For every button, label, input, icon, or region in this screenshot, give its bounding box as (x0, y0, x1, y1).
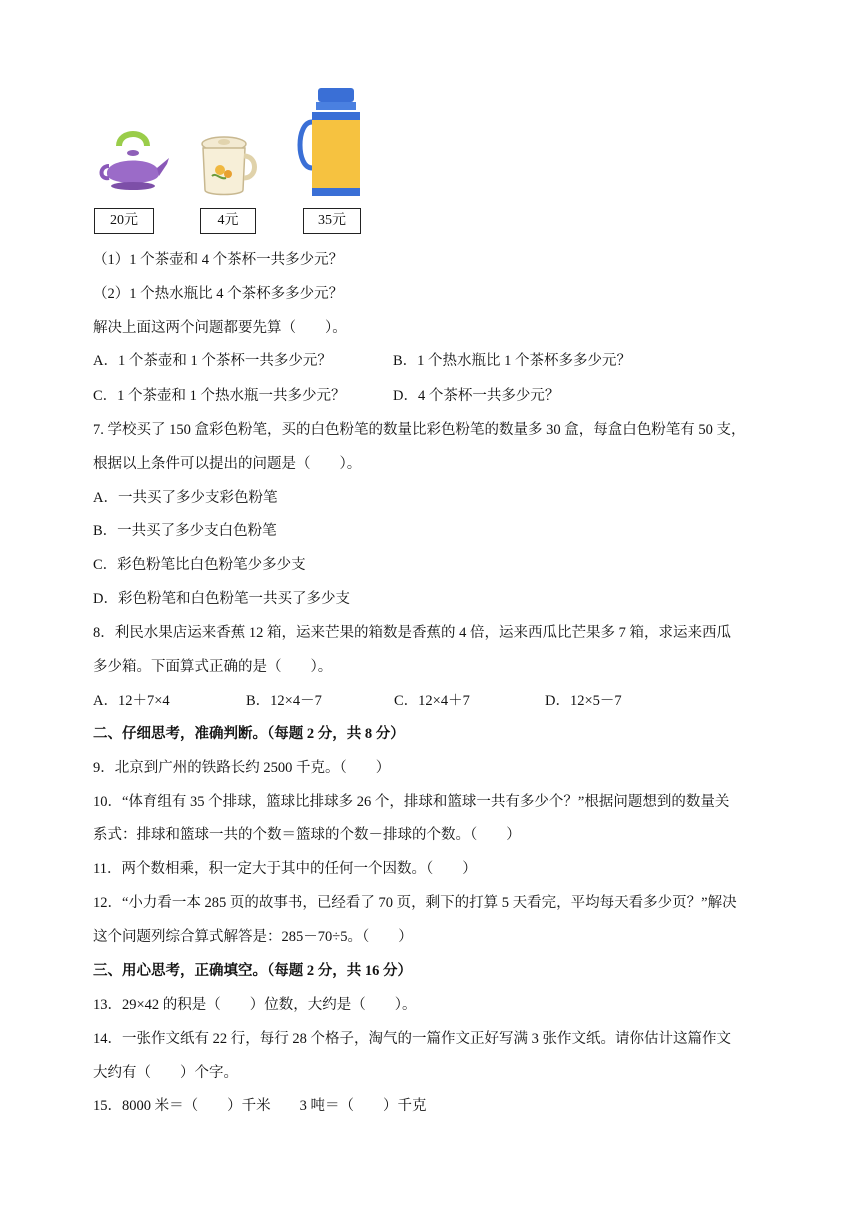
q12-text-line-1: 12．“小力看一本 285 页的故事书，已经看了 70 页，剩下的打算 5 天看完，平均每天看多少页？”解决 (93, 895, 737, 911)
q11-text: 11．两个数相乘，积一定大于其中的任何一个因数。（ ） (93, 861, 477, 877)
q8-option-c: C．12×4＋7 (394, 693, 470, 709)
q7-text-line-2: 根据以上条件可以提出的问题是（ ）。 (93, 456, 362, 472)
price-label-teapot: 20元 (94, 208, 154, 234)
q14-text-line-1: 14．一张作文纸有 22 行，每行 28 个格子，淘气的一篇作文正好写满 3 张作文纸。请你估计这篇作文 (93, 1031, 731, 1047)
q6-option-a: A．1 个茶壶和 1 个茶杯一共多少元？ (93, 353, 332, 369)
q8-text-line-2: 多少箱。下面算式正确的是（ ）。 (93, 659, 333, 675)
q6-option-b: B．1 个热水瓶比 1 个茶杯多多少元？ (393, 353, 632, 369)
q10-text-line-2: 系式：排球和篮球一共的个数＝篮球的个数－排球的个数。（ ） (93, 827, 521, 843)
q14-text-line-2: 大约有（ ）个字。 (93, 1065, 238, 1081)
q7-text-line-1: 7. 学校买了 150 盒彩色粉笔，买的白色粉笔的数量比彩色粉笔的数量多 30 盒，每盒白色粉笔有 50 支， (93, 422, 746, 438)
section-3-heading: 三、用心思考，正确填空。（每题 2 分，共 16 分） (93, 963, 412, 979)
tea-cup-image (196, 134, 258, 198)
q7-option-c: C．彩色粉笔比白色粉笔少多少支 (93, 557, 306, 573)
q8-option-d: D．12×5－7 (545, 693, 622, 709)
thermos-image (296, 88, 366, 200)
q6-stem: 解决上面这两个问题都要先算（ ）。 (93, 320, 347, 336)
q15-text: 15．8000 米＝（ ）千米 3 吨＝（ ）千克 (93, 1098, 427, 1114)
q6-option-c: C．1 个茶壶和 1 个热水瓶一共多少元？ (93, 388, 346, 404)
q9-text: 9．北京到广州的铁路长约 2500 千克。（ ） (93, 760, 391, 776)
q7-option-b: B．一共买了多少支白色粉笔 (93, 523, 277, 539)
q8-option-a: A．12＋7×4 (93, 693, 170, 709)
q6-sub-question-2: （2）1 个热水瓶比 4 个茶杯多多少元？ (93, 286, 344, 302)
q10-text-line-1: 10．“体育组有 35 个排球，篮球比排球多 26 个，排球和篮球一共有多少个？”根据问题想到的数量关 (93, 794, 730, 810)
price-label-thermos: 35元 (303, 208, 361, 234)
q6-sub-question-1: （1）1 个茶壶和 4 个茶杯一共多少元？ (93, 252, 344, 268)
q13-text: 13．29×42 的积是（ ）位数，大约是（ ）。 (93, 997, 417, 1013)
section-2-heading: 二、仔细思考，准确判断。（每题 2 分，共 8 分） (93, 726, 405, 742)
q8-option-b: B．12×4－7 (246, 693, 322, 709)
q12-text-line-2: 这个问题列综合算式解答是：285－70÷5。（ ） (93, 929, 413, 945)
q8-text-line-1: 8．利民水果店运来香蕉 12 箱，运来芒果的箱数是香蕉的 4 倍，运来西瓜比芒果多 7 箱，求运来西瓜 (93, 625, 731, 641)
q7-option-d: D．彩色粉笔和白色粉笔一共买了多少支 (93, 591, 350, 607)
teapot-image (97, 126, 169, 198)
q7-option-a: A．一共买了多少支彩色粉笔 (93, 490, 278, 506)
q6-option-d: D．4 个茶杯一共多少元？ (393, 388, 560, 404)
price-label-tea-cup: 4元 (200, 208, 256, 234)
